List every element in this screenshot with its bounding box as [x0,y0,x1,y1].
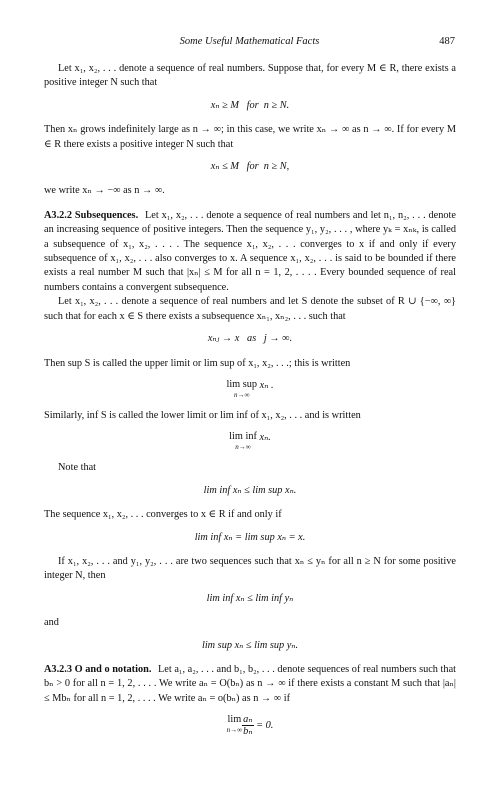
paragraph: If x₁, x₂, . . . and y₁, y₂, . . . are two sequences such that xₙ ≤ yₙ for all n ≥ N for some positive integer N, then [44,555,456,582]
page-body [44,62,456,747]
paragraph: The sequence x₁, x₂, . . . converges to x ∈ R if and only if [44,509,282,521]
paragraph: Then sup S is called the upper limit or lim sup of x₁, x₂, . . .; this is written [44,357,351,369]
limit-operator [226,379,257,399]
limit-operator [229,431,257,451]
paragraph: we write xₙ → −∞ as n → ∞. [44,185,165,197]
paragraph: Let x₁, x₂, . . . denote a sequence of real numbers. Suppose that, for every M ∈ R, there exists a positive integer N such that [44,63,456,89]
section-text: Let x₁, x₂, . . . denote a sequence of real numbers and let n₁, n₂, . . . denote an increasing sequence of positive integers. Then the sequence y₁, y₂, . . . , where yₖ = xₙₖ, is called a subsequence of x₁, x₂, . . . . The sequence x₁, x₂, . . . converges to x if and only if every subsequence of x₁, x₂, . . . also converges to x. A sequence x₁, x₂, . . . is said to be bounded if there exists a real number M such that |xₙ| ≤ M for all n = 1, 2, . . . . Every bounded sequence of real numbers contains a convergent subsequence. [44,209,456,293]
limit-operator [227,714,243,734]
equation: lim sup xₙ ≤ lim sup yₙ. [201,639,299,651]
equation-tail: xₙ. [256,432,271,444]
limit-op-text: lim inf [229,431,257,443]
equation: xₙ ≥ M for n ≥ N. [210,99,290,111]
limit-subscript: n→∞ [235,443,251,452]
equation: lim inf xₙ ≤ lim sup xₙ. [203,484,297,496]
equation: lim inf xₙ = lim sup xₙ = x. [194,531,306,543]
fraction [242,714,253,737]
limit-subscript: n→∞ [234,390,250,399]
section-heading: A3.2.3 O and o notation. [44,663,152,675]
numerator: aₙ [243,714,253,726]
section-paragraph [44,663,456,706]
limit-op-text: lim [227,714,242,726]
equation-tail: xₙ . [257,379,274,391]
limit-subscript: n→∞ [226,726,243,735]
paragraph: Note that [58,462,97,474]
page-number: 487 [439,36,455,47]
section-text: Let a₁, a₂, . . . and b₁, b₂, . . . denote sequences of real numbers such that bₙ > 0 for all n = 1, 2, . . . . We write aₙ = O(bₙ) as n → ∞ if there exists a constant M such that |aₙ| ≤ Mbₙ for all n = 1, 2, . . . . We write aₙ = o(bₙ) as n → ∞ if [44,663,456,704]
paragraph: Similarly, inf S is called the lower limit or lim inf of x₁, x₂, . . . and is written [44,409,361,421]
equation [44,431,456,451]
limit-op-text: lim sup [226,378,258,390]
equation: xₙⱼ → x as j → ∞. [207,333,293,345]
equation-tail: = 0. [253,720,274,732]
running-title: Some Useful Mathematical Facts [179,36,320,47]
denominator: bₙ [243,726,253,738]
equation [44,379,456,399]
section-heading: A3.2.2 Subsequences. [44,209,139,221]
paragraph: Then xₙ grows indefinitely large as n → ∞; in this case, we write xₙ → ∞ as n → ∞. If for every M ∈ R there exists a positive integer N such that [44,124,456,150]
section-paragraph [44,209,456,295]
equation: xₙ ≤ M for n ≥ N, [210,161,290,173]
equation: lim inf xₙ ≤ lim inf yₙ [206,592,294,604]
paragraph: Let x₁, x₂, . . . denote a sequence of real numbers and let S denote the subset of R ∪ {−∞, ∞} such that for each x ∈ S there exists a subsequence xₙ₁, xₙ₂, . . . such that [44,296,456,322]
paragraph: and [44,617,59,629]
equation [44,714,456,737]
